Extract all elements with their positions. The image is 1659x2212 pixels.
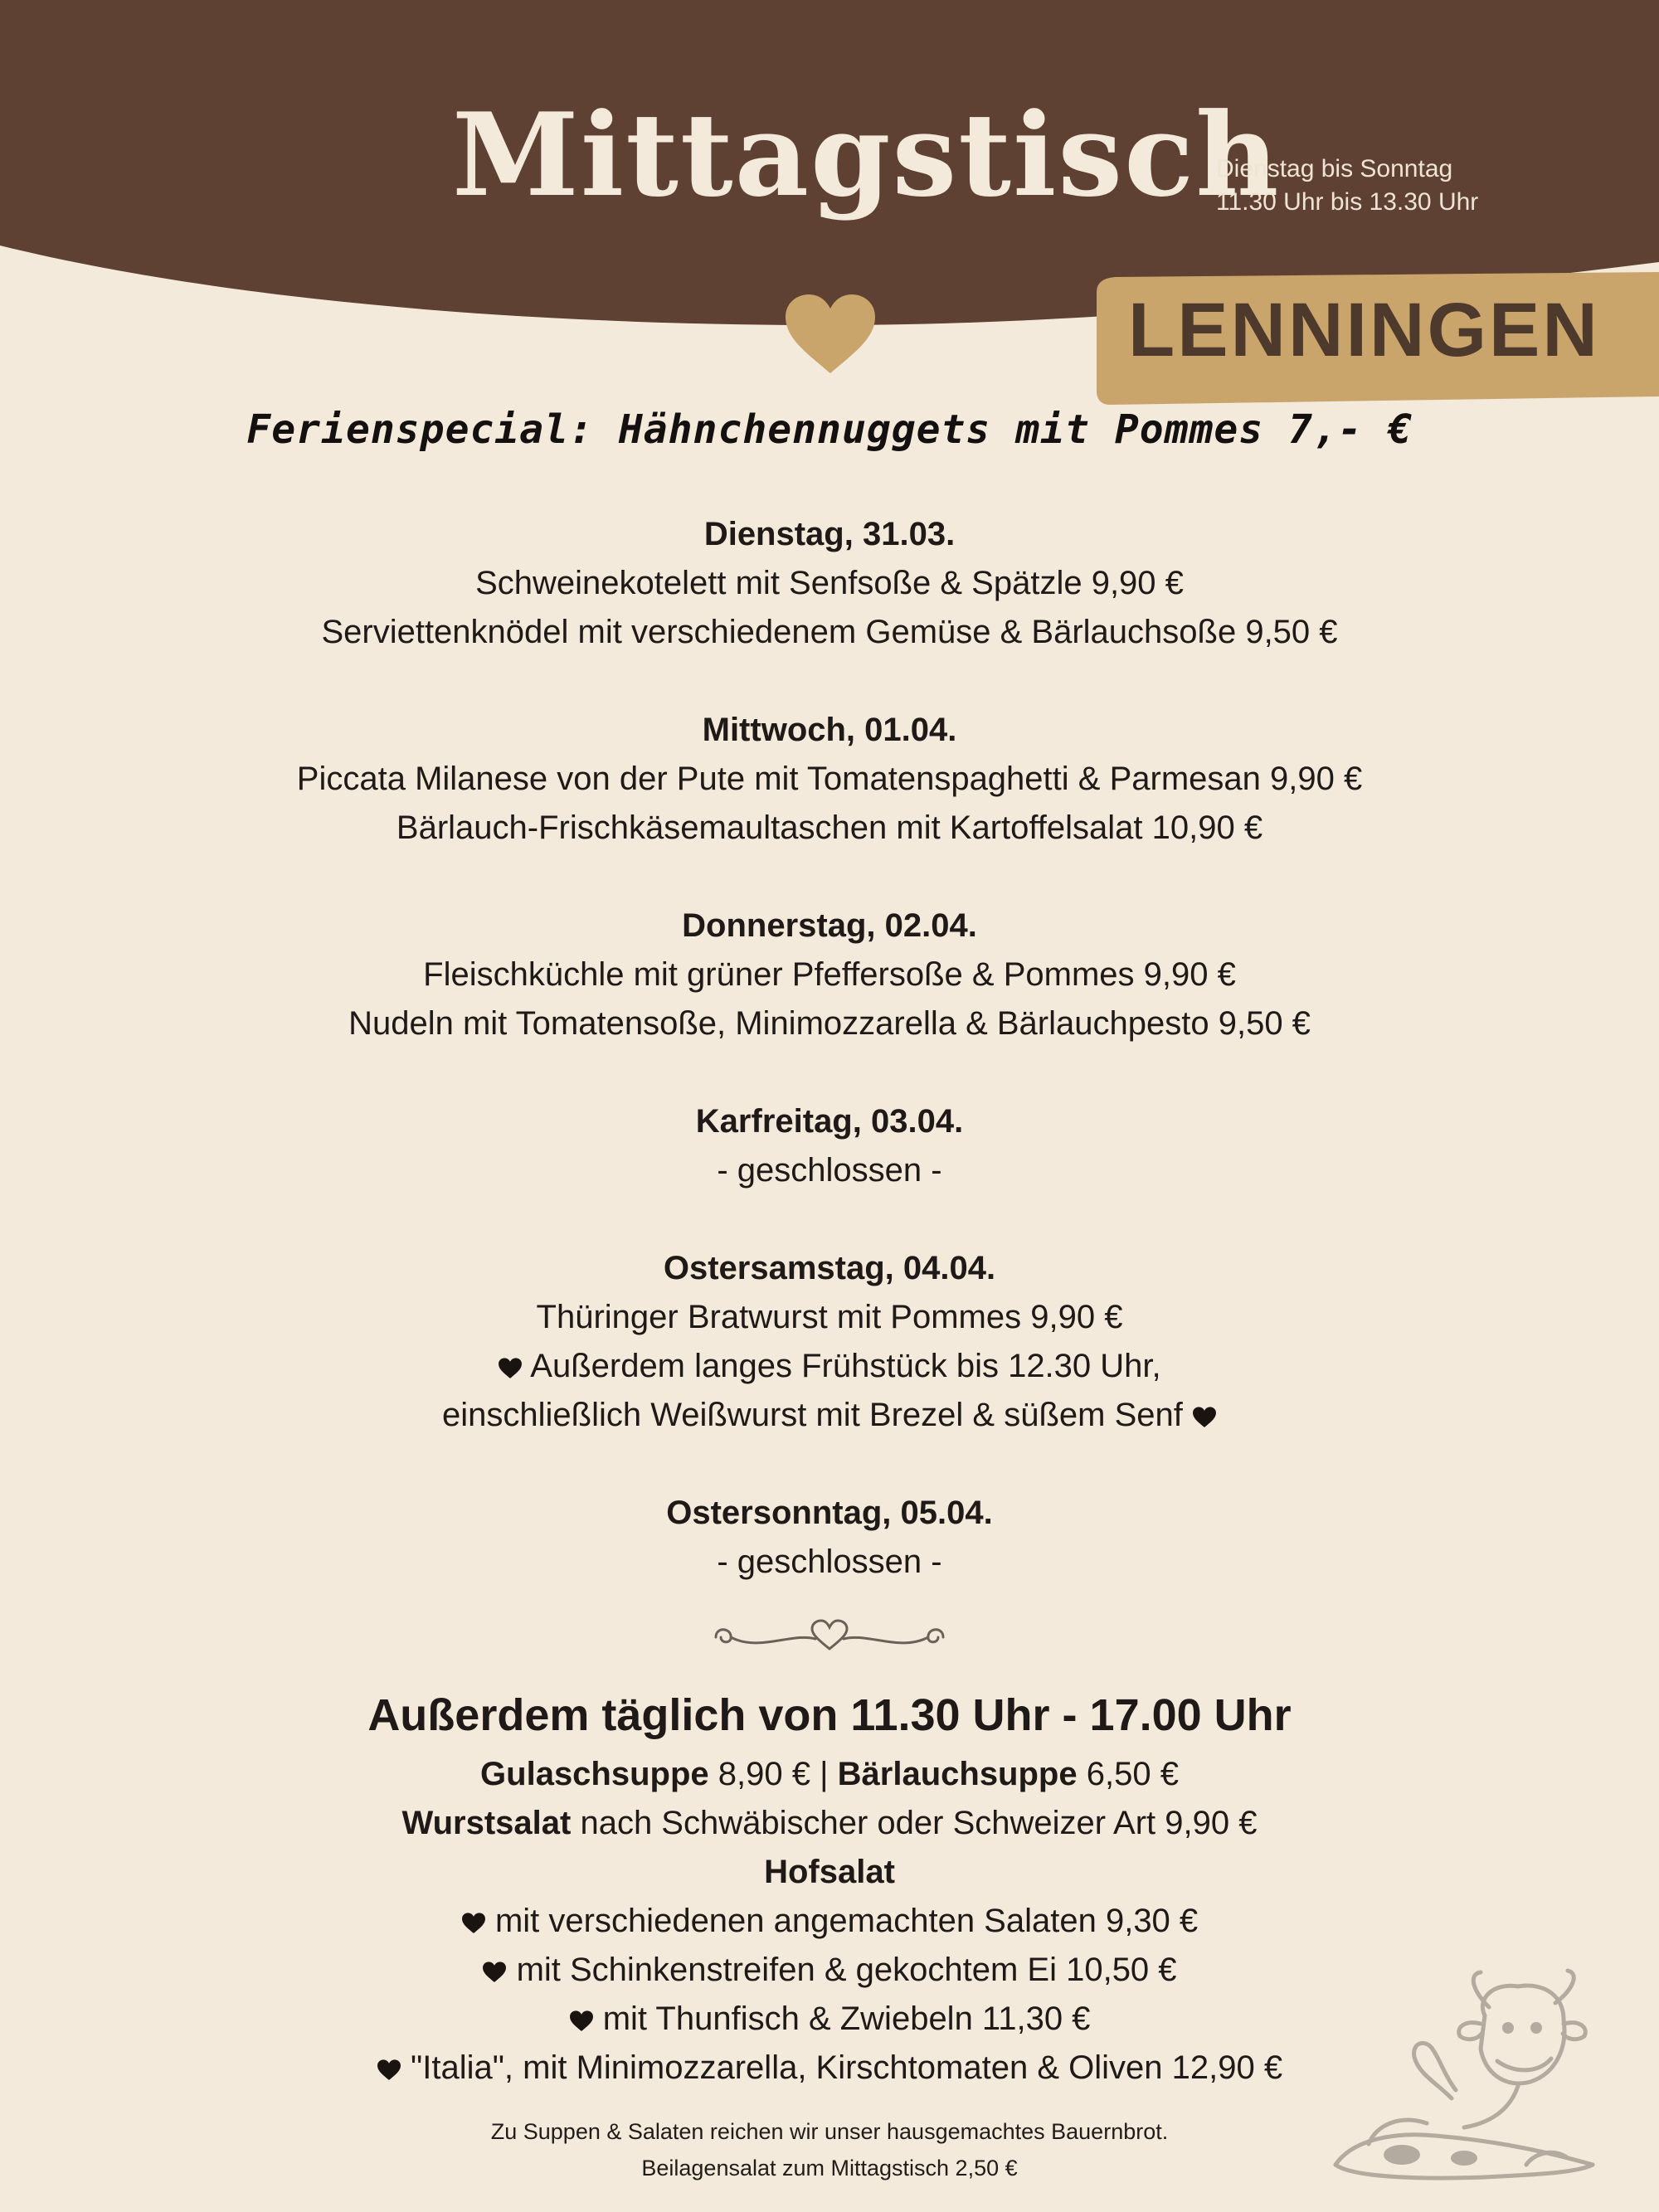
- day-wednesday: [0, 706, 1659, 853]
- soups-line: [0, 1750, 1659, 1799]
- soup-name: Gulaschsuppe: [480, 1756, 709, 1792]
- heart-icon: [377, 2059, 401, 2081]
- dish: Nudeln mit Tomatensoße, Minimozzarella & Bärlauchpesto 9,50 €: [348, 1005, 1311, 1042]
- heart-icon: [569, 2010, 594, 2032]
- dish: Piccata Milanese von der Pute mit Tomatenspaghetti & Parmesan 9,90 €: [296, 761, 1363, 797]
- daily-title: Außerdem täglich von 11.30 Uhr - 17.00 Uhr: [367, 1690, 1292, 1740]
- day-good-friday: [0, 1097, 1659, 1195]
- ornament-divider: [709, 1619, 950, 1654]
- breakfast-note-2: [0, 1391, 1659, 1440]
- day-easter-sunday: [0, 1489, 1659, 1587]
- hofsalat-title: Hofsalat: [764, 1854, 895, 1890]
- breakfast-note: [0, 1342, 1659, 1391]
- day-title: Ostersamstag, 04.04.: [663, 1250, 996, 1286]
- heart-icon: [461, 1912, 486, 1934]
- location-label: LENNINGEN: [1128, 288, 1600, 372]
- breakfast-text: einschließlich Weißwurst mit Brezel & süßem Senf: [442, 1397, 1183, 1433]
- weekly-menu: [0, 510, 1659, 1636]
- dish: Bärlauch-Frischkäsemaultaschen mit Kartoffelsalat 10,90 €: [396, 809, 1263, 846]
- dish: Schweinekotelett mit Senfsoße & Spätzle 9,90 €: [475, 565, 1184, 601]
- opening-hours: [1216, 153, 1478, 219]
- day-thursday: [0, 902, 1659, 1048]
- day-title: Karfreitag, 03.04.: [695, 1103, 964, 1140]
- holiday-special: Ferienspecial: Hähnchennuggets mit Pommes 7,- €: [246, 406, 1413, 453]
- page-title: Mittagstisch: [452, 87, 1281, 222]
- wurstsalat-line: [0, 1799, 1659, 1848]
- cow-mascot: [1319, 1966, 1618, 2190]
- dish: Fleischküchle mit grüner Pfeffersoße & Pommes 9,90 €: [423, 956, 1236, 993]
- hours-time: 11.30 Uhr bis 13.30 Uhr: [1216, 188, 1479, 216]
- closed-note: - geschlossen -: [717, 1544, 942, 1580]
- breakfast-text: Außerdem langes Frühstück bis 12.30 Uhr,: [530, 1348, 1161, 1384]
- dish: Thüringer Bratwurst mit Pommes 9,90 €: [536, 1299, 1123, 1335]
- heart-icon: [482, 1961, 507, 1983]
- soup-price: 6,50 €: [1086, 1756, 1179, 1792]
- day-easter-saturday: [0, 1244, 1659, 1440]
- hours-days: Dienstag bis Sonntag: [1216, 155, 1453, 182]
- salad-desc: nach Schwäbischer oder Schweizer Art 9,90 €: [580, 1805, 1258, 1841]
- footnote-side-salad: Beilagensalat zum Mittagstisch 2,50 €: [641, 2156, 1018, 2180]
- option-text: "Italia", mit Minimozzarella, Kirschtomaten & Oliven 12,90 €: [411, 2049, 1283, 2086]
- heart-icon: [1192, 1406, 1217, 1428]
- day-title: Mittwoch, 01.04.: [702, 712, 957, 748]
- closed-note: - geschlossen -: [717, 1152, 942, 1189]
- salad-name: Wurstsalat: [401, 1805, 572, 1841]
- soup-name: Bärlauchsuppe: [837, 1756, 1078, 1792]
- day-tuesday: [0, 510, 1659, 657]
- dish: Serviettenknödel mit verschiedenem Gemüse & Bärlauchsoße 9,50 €: [321, 614, 1338, 650]
- heart-icon: [498, 1357, 523, 1379]
- footnote-bread: Zu Suppen & Salaten reichen wir unser hausgemachtes Bauernbrot.: [490, 2119, 1169, 2144]
- day-title: Dienstag, 31.03.: [703, 516, 956, 552]
- hofsalat-option: [0, 1897, 1659, 1946]
- day-title: Ostersonntag, 05.04.: [666, 1495, 993, 1531]
- soup-price: 8,90 €: [718, 1756, 810, 1792]
- option-text: mit Thunfisch & Zwiebeln 11,30 €: [602, 2001, 1091, 2037]
- heart-icon: [782, 292, 878, 375]
- option-text: mit verschiedenen angemachten Salaten 9,30 €: [494, 1903, 1199, 1939]
- option-text: mit Schinkenstreifen & gekochtem Ei 10,50 €: [516, 1952, 1177, 1988]
- day-title: Donnerstag, 02.04.: [682, 907, 977, 944]
- separator: |: [820, 1756, 829, 1792]
